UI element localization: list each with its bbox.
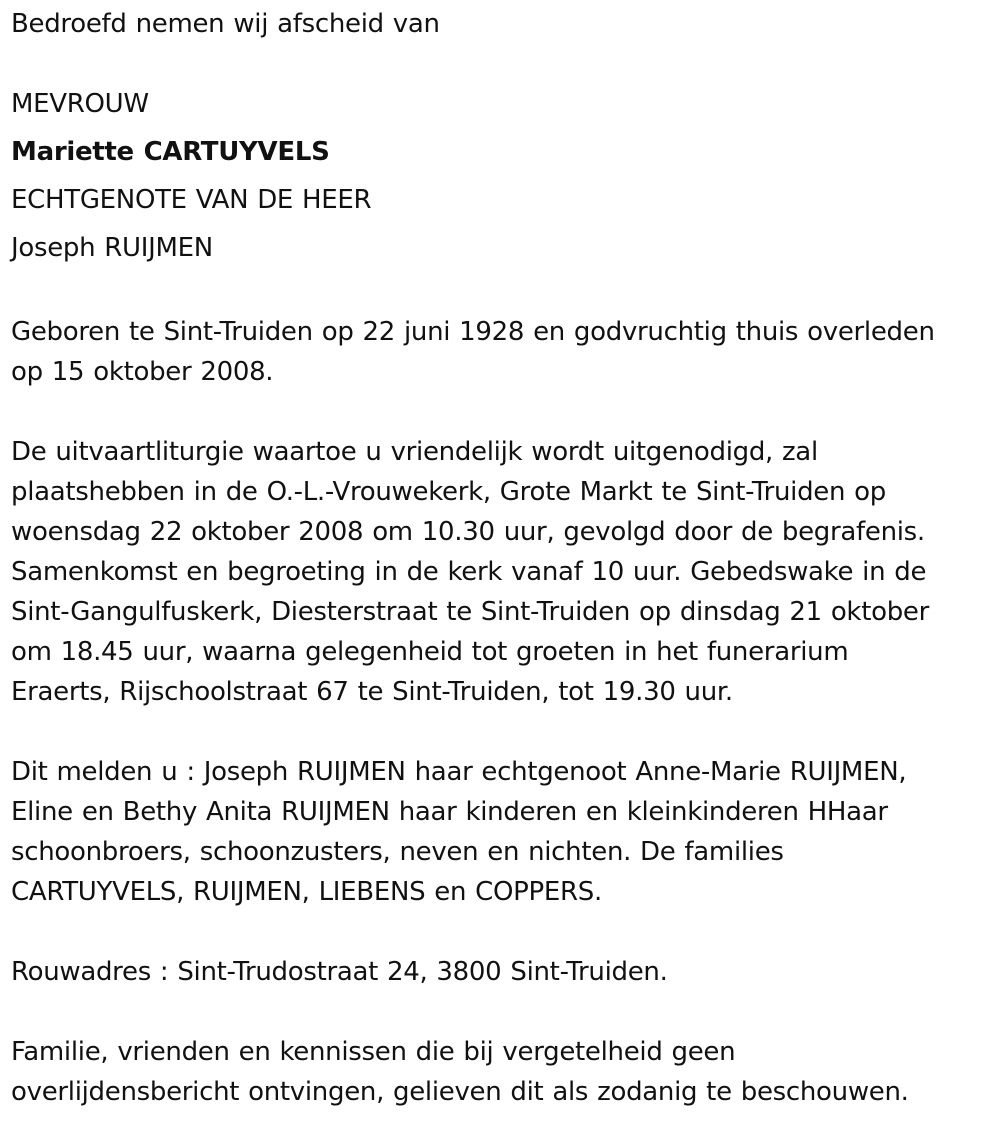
paragraph-line: Sint-Gangulfuskerk, Diesterstraat te Sint-Truiden op dinsdag 21 oktober (11, 597, 929, 627)
paragraph-line: CARTUYVELS, RUIJMEN, LIEBENS en COPPERS. (11, 877, 602, 907)
spacer (11, 712, 986, 752)
spacer (11, 912, 986, 952)
paragraph-line: plaatshebben in de O.-L.-Vrouwekerk, Grote Markt te Sint-Truiden op (11, 477, 886, 507)
paragraph-line: op 15 oktober 2008. (11, 357, 274, 387)
funeral-paragraph (11, 432, 986, 712)
spacer (11, 272, 986, 312)
paragraph-line: overlijdensbericht ontvingen, gelieven dit als zodanig te beschouwen. (11, 1077, 909, 1107)
paragraph-line: Samenkomst en begroeting in de kerk vanaf 10 uur. Gebedswake in de (11, 557, 927, 587)
deceased-name: Mariette CARTUYVELS (11, 137, 330, 167)
intro-line: Bedroefd nemen wij afscheid van (11, 9, 440, 39)
spacer (11, 392, 986, 432)
relation-line: ECHTGENOTE VAN DE HEER (11, 185, 372, 215)
spouse-name: Joseph RUIJMEN (11, 233, 213, 263)
announcers-paragraph (11, 752, 986, 912)
spacer (11, 992, 986, 1032)
paragraph-line: om 18.45 uur, waarna gelegenheid tot groeten in het funerarium (11, 637, 849, 667)
spacer (11, 48, 986, 80)
paragraph-line: woensdag 22 oktober 2008 om 10.30 uur, gevolgd door de begrafenis. (11, 517, 925, 547)
paragraph-line: schoonbroers, schoonzusters, neven en nichten. De families (11, 837, 784, 867)
mourning-address: Rouwadres : Sint-Trudostraat 24, 3800 Sint-Truiden. (11, 957, 668, 987)
obituary-document (11, 0, 986, 1112)
paragraph-line: Eraerts, Rijschoolstraat 67 te Sint-Truiden, tot 19.30 uur. (11, 677, 733, 707)
paragraph-line: Familie, vrienden en kennissen die bij vergetelheid geen (11, 1037, 736, 1067)
paragraph-line: Geboren te Sint-Truiden op 22 juni 1928 en godvruchtig thuis overleden (11, 317, 935, 347)
paragraph-line: Eline en Bethy Anita RUIJMEN haar kinderen en kleinkinderen HHaar (11, 797, 888, 827)
title-prefix: MEVROUW (11, 89, 149, 119)
paragraph-line: De uitvaartliturgie waartoe u vriendelijk wordt uitgenodigd, zal (11, 437, 818, 467)
paragraph-line: Dit melden u : Joseph RUIJMEN haar echtgenoot Anne-Marie RUIJMEN, (11, 757, 907, 787)
birth-death-paragraph (11, 312, 986, 392)
closing-paragraph (11, 1032, 986, 1112)
